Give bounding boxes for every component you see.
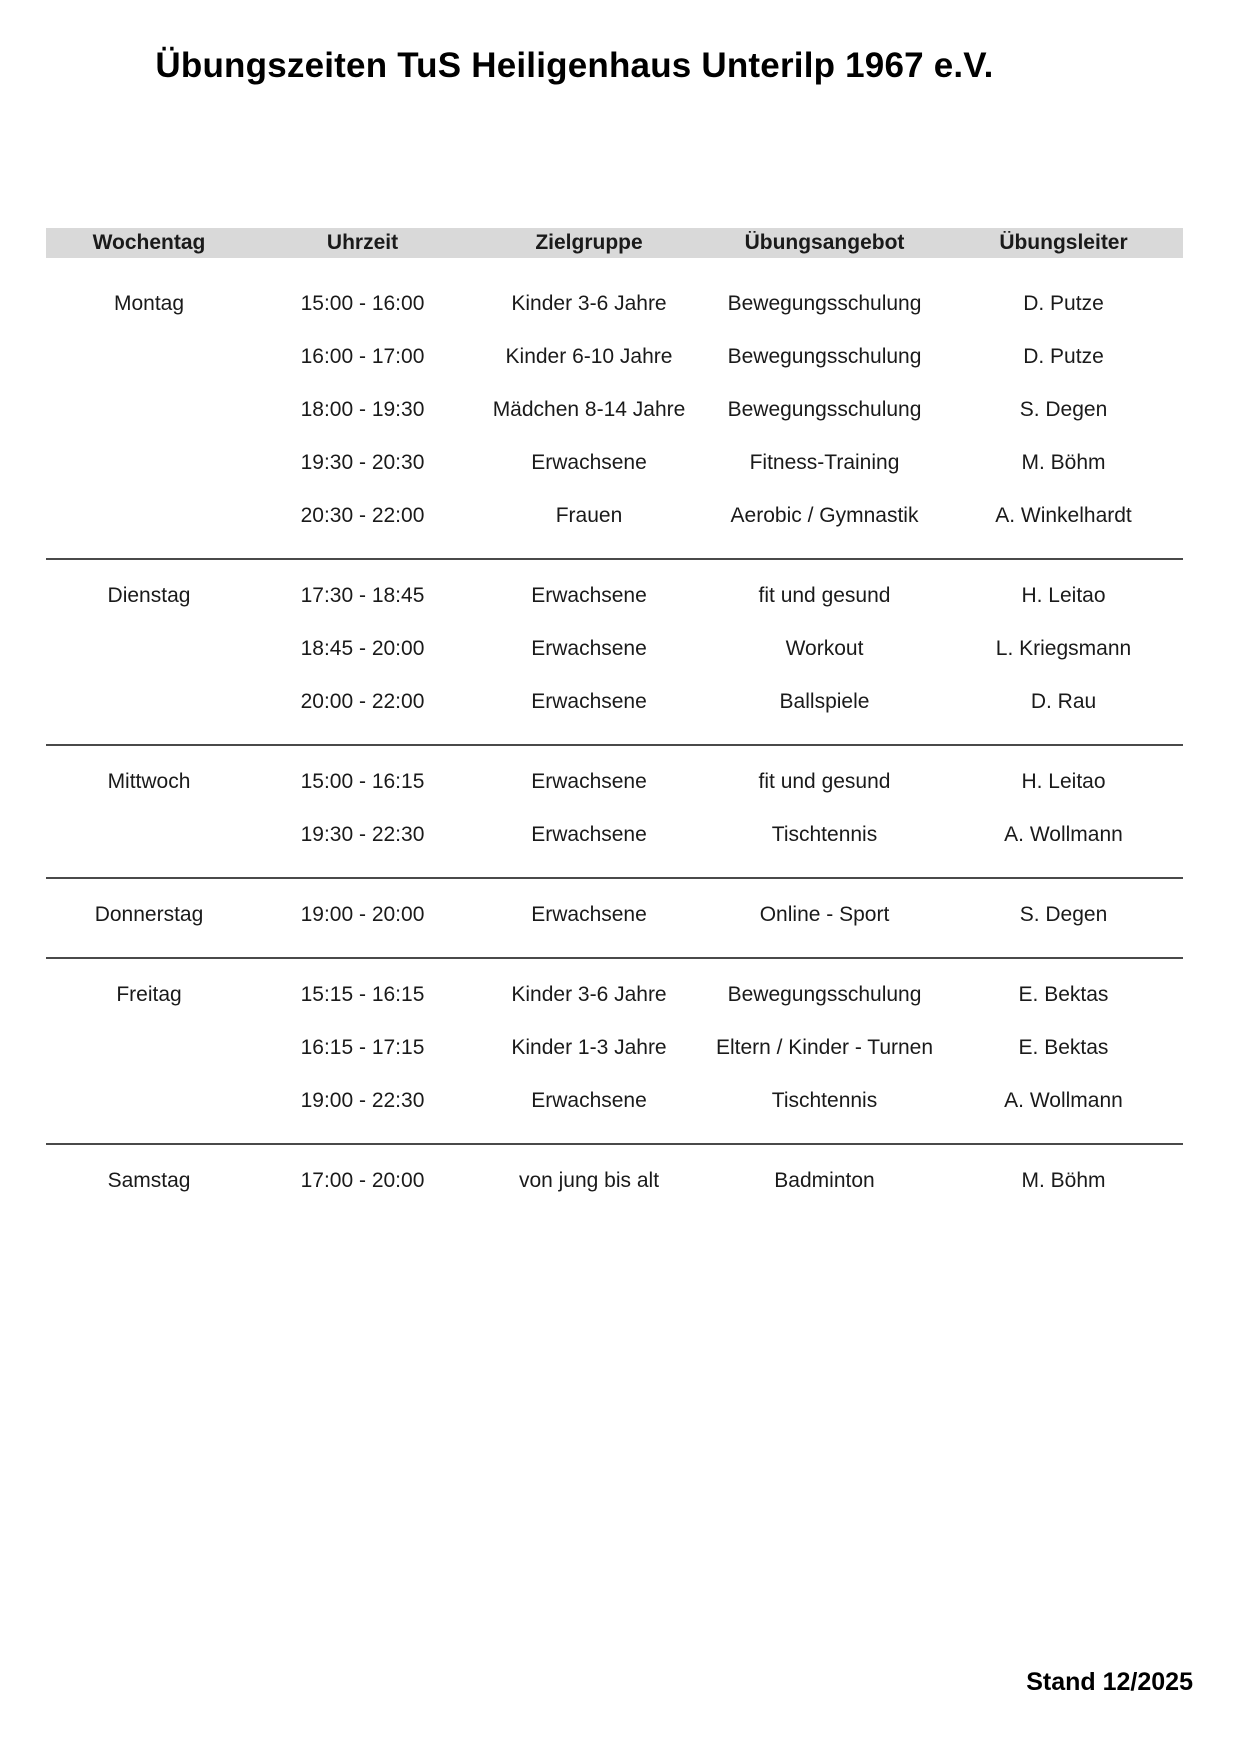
document-date-stamp: Stand 12/2025 [1026, 1668, 1193, 1696]
cell-target-group: Erwachsene [531, 1088, 647, 1112]
cell-time: 15:00 - 16:00 [300, 291, 425, 315]
table-row [46, 808, 1183, 861]
cell-time: 20:00 - 22:00 [300, 689, 425, 713]
cell-time: 15:15 - 16:15 [300, 982, 425, 1006]
cell-time: 19:30 - 22:30 [300, 822, 425, 846]
day-group-3 [46, 879, 1183, 959]
cell-day: Samstag [107, 1168, 191, 1192]
cell-activity: Tischtennis [771, 822, 878, 846]
cell-leader: E. Bektas [1018, 1035, 1109, 1059]
cell-time: 18:00 - 19:30 [300, 397, 425, 421]
cell-leader: D. Putze [1023, 344, 1104, 368]
column-header-3: Übungsangebot [744, 231, 905, 254]
day-group-2 [46, 746, 1183, 879]
cell-leader: D. Rau [1030, 689, 1097, 713]
table-body [46, 268, 1183, 1223]
cell-activity: Bewegungsschulung [727, 291, 922, 315]
cell-activity: Bewegungsschulung [727, 982, 922, 1006]
cell-activity: Online - Sport [759, 902, 890, 926]
cell-leader: A. Winkelhardt [995, 503, 1132, 527]
cell-day: Donnerstag [94, 902, 204, 926]
cell-activity: Bewegungsschulung [727, 344, 922, 368]
cell-target-group: Kinder 6-10 Jahre [505, 344, 673, 368]
cell-time: 19:00 - 20:00 [300, 902, 425, 926]
table-row [46, 1074, 1183, 1127]
cell-time: 15:00 - 16:15 [300, 769, 425, 793]
column-header-4: Übungsleiter [999, 231, 1128, 254]
cell-time: 17:00 - 20:00 [300, 1168, 425, 1192]
cell-target-group: Erwachsene [531, 689, 647, 713]
cell-target-group: von jung bis alt [518, 1168, 660, 1192]
cell-activity: Tischtennis [771, 1088, 878, 1112]
day-group-0 [46, 268, 1183, 560]
cell-leader: D. Putze [1023, 291, 1104, 315]
day-group-4 [46, 959, 1183, 1145]
cell-leader: S. Degen [1019, 902, 1108, 926]
cell-target-group: Mädchen 8-14 Jahre [492, 397, 686, 421]
cell-target-group: Erwachsene [531, 769, 647, 793]
cell-leader: M. Böhm [1021, 1168, 1106, 1192]
cell-time: 20:30 - 22:00 [300, 503, 425, 527]
cell-activity: fit und gesund [758, 583, 891, 607]
cell-leader: A. Wollmann [1004, 822, 1123, 846]
cell-leader: H. Leitao [1021, 769, 1106, 793]
column-header-1: Uhrzeit [326, 231, 399, 254]
cell-target-group: Frauen [555, 503, 623, 527]
cell-activity: Eltern / Kinder - Turnen [715, 1035, 934, 1059]
table-row [46, 675, 1183, 728]
table-row [46, 968, 1183, 1021]
cell-activity: fit und gesund [758, 769, 891, 793]
cell-leader: S. Degen [1019, 397, 1108, 421]
cell-target-group: Erwachsene [531, 636, 647, 660]
cell-time: 18:45 - 20:00 [300, 636, 425, 660]
table-row [46, 1021, 1183, 1074]
day-group-5 [46, 1145, 1183, 1223]
cell-day: Montag [113, 291, 185, 315]
cell-day: Mittwoch [107, 769, 191, 793]
cell-target-group: Erwachsene [531, 902, 647, 926]
column-header-2: Zielgruppe [535, 231, 643, 254]
cell-time: 19:30 - 20:30 [300, 450, 425, 474]
table-row [46, 622, 1183, 675]
table-row [46, 569, 1183, 622]
column-header-0: Wochentag [92, 231, 206, 254]
cell-leader: M. Böhm [1021, 450, 1106, 474]
cell-target-group: Erwachsene [531, 583, 647, 607]
page-title: Übungszeiten TuS Heiligenhaus Unterilp 1967 e.V. [155, 46, 994, 85]
cell-leader: E. Bektas [1018, 982, 1109, 1006]
cell-activity: Fitness-Training [749, 450, 900, 474]
cell-target-group: Erwachsene [531, 822, 647, 846]
table-row [46, 755, 1183, 808]
table-header-row [46, 228, 1183, 258]
schedule-table [46, 228, 1183, 1223]
cell-time: 19:00 - 22:30 [300, 1088, 425, 1112]
cell-leader: L. Kriegsmann [995, 636, 1132, 660]
cell-time: 16:00 - 17:00 [300, 344, 425, 368]
table-row [46, 888, 1183, 941]
table-row [46, 436, 1183, 489]
cell-leader: A. Wollmann [1004, 1088, 1123, 1112]
cell-day: Freitag [116, 982, 182, 1006]
table-row [46, 1154, 1183, 1207]
cell-target-group: Kinder 3-6 Jahre [511, 982, 667, 1006]
cell-target-group: Kinder 3-6 Jahre [511, 291, 667, 315]
cell-leader: H. Leitao [1021, 583, 1106, 607]
table-row [46, 489, 1183, 542]
table-row [46, 330, 1183, 383]
table-row [46, 277, 1183, 330]
cell-time: 16:15 - 17:15 [300, 1035, 425, 1059]
day-group-1 [46, 560, 1183, 746]
cell-target-group: Erwachsene [531, 450, 647, 474]
table-row [46, 383, 1183, 436]
cell-activity: Aerobic / Gymnastik [730, 503, 919, 527]
cell-time: 17:30 - 18:45 [300, 583, 425, 607]
cell-activity: Workout [785, 636, 864, 660]
cell-day: Dienstag [107, 583, 191, 607]
cell-activity: Ballspiele [779, 689, 870, 713]
cell-target-group: Kinder 1-3 Jahre [511, 1035, 667, 1059]
cell-activity: Bewegungsschulung [727, 397, 922, 421]
cell-activity: Badminton [774, 1168, 875, 1192]
